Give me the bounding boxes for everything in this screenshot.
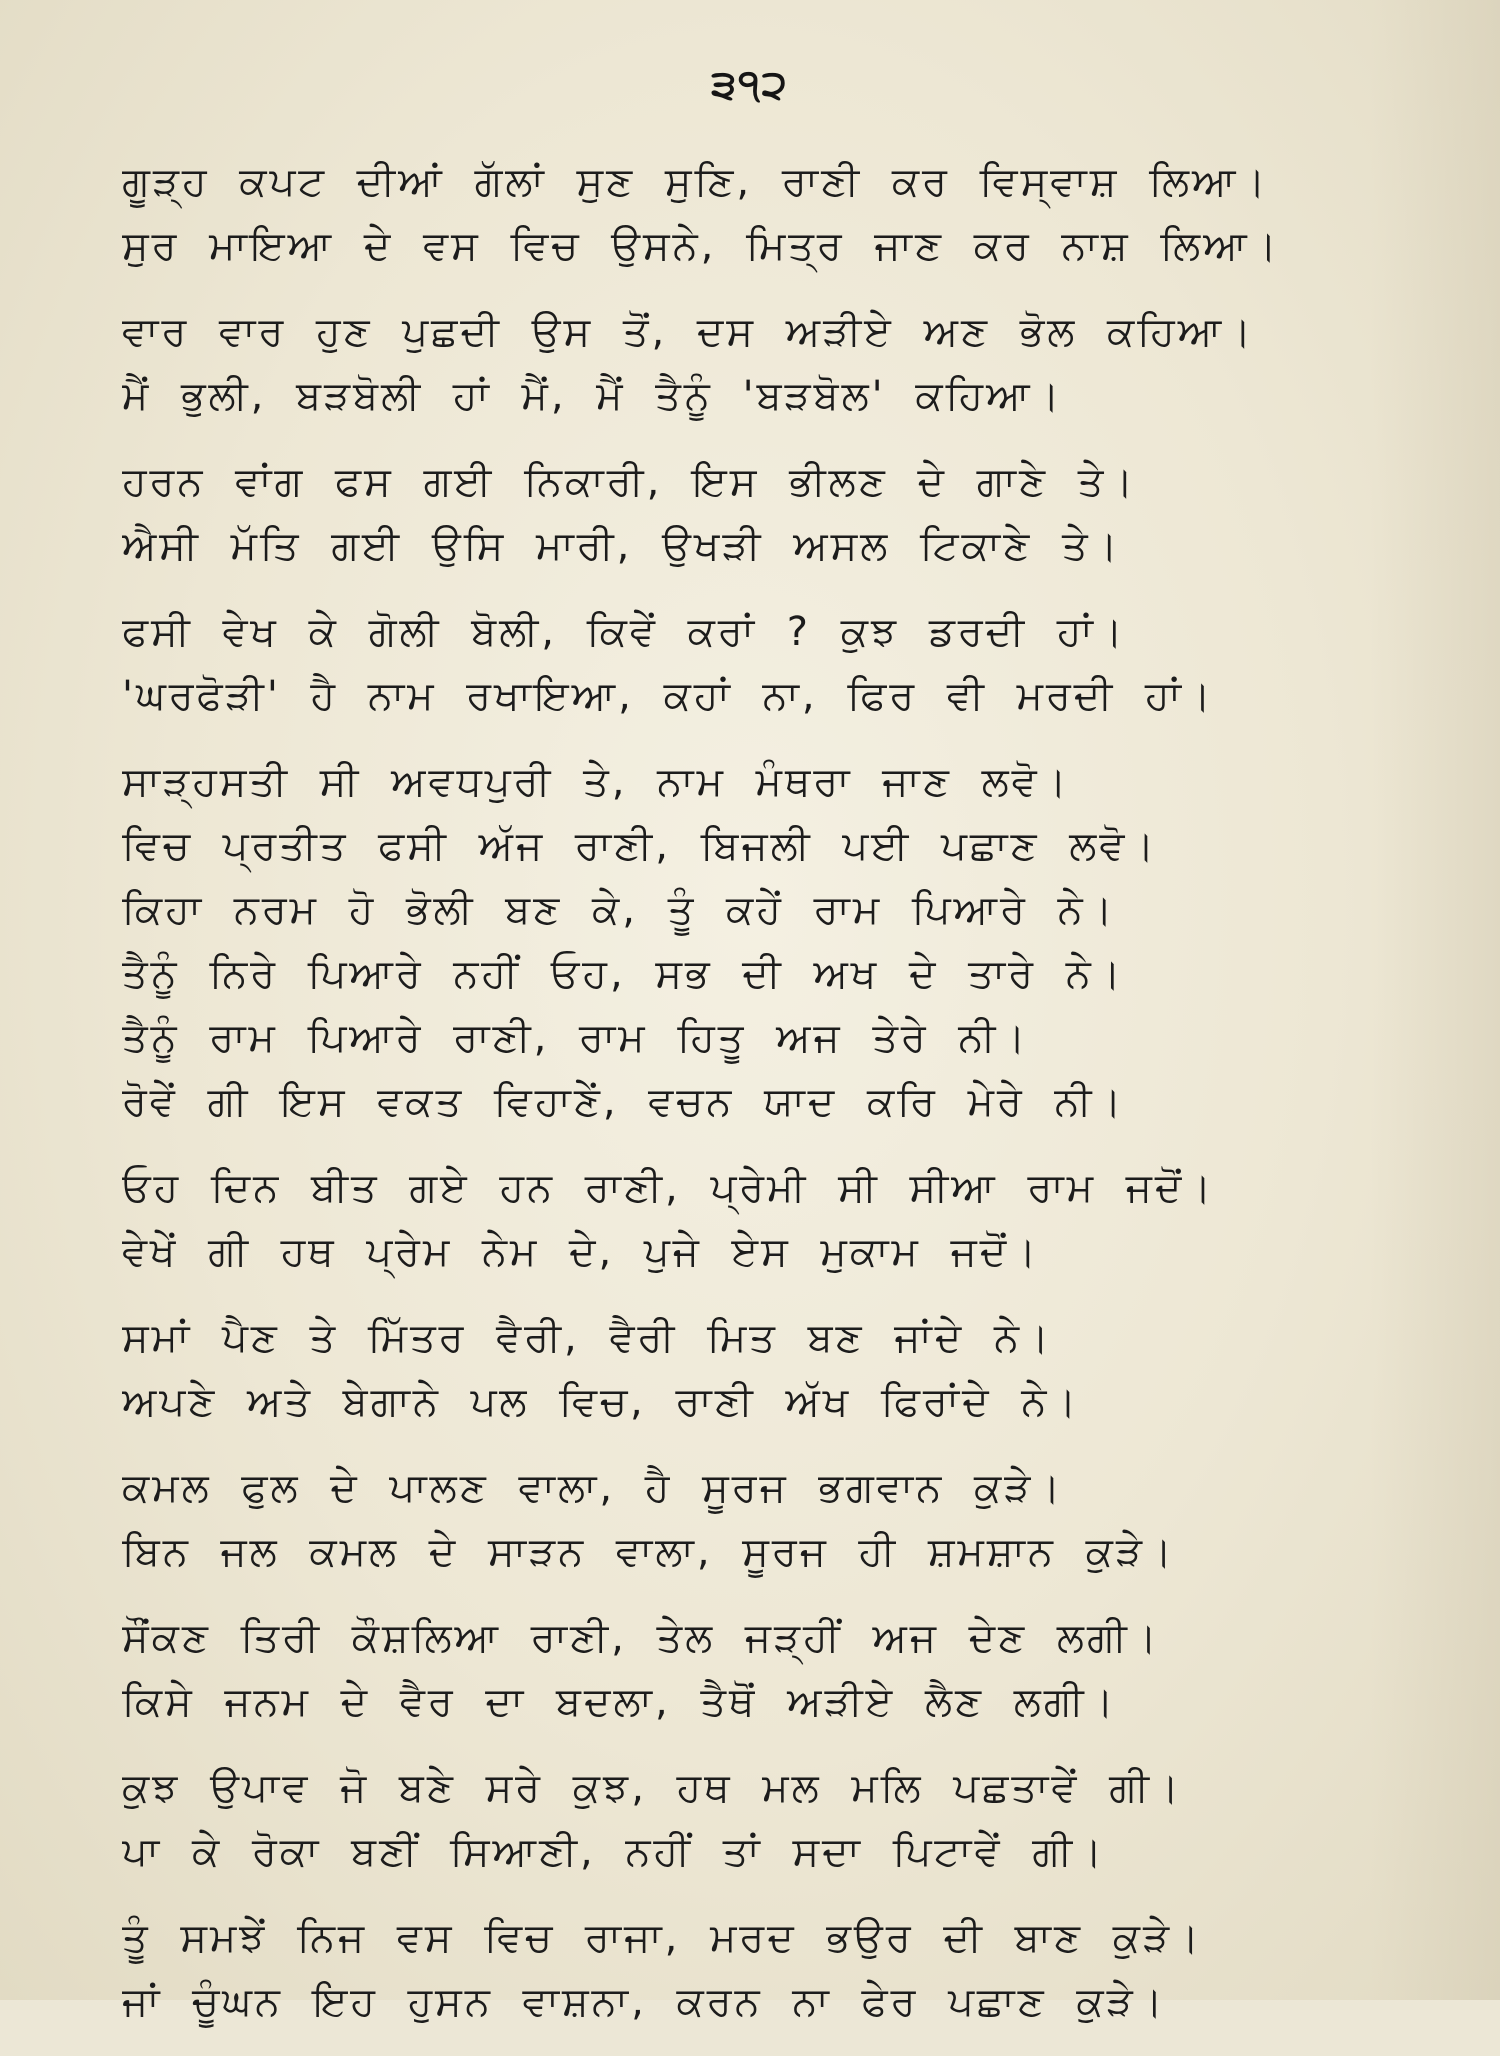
verse-line: ਪਾ ਕੇ ਰੋਕਾ ਬਣੀਂ ਸਿਆਣੀ, ਨਹੀਂ ਤਾਂ ਸਦਾ ਪਿਟਾਵੇਂ ਗੀ। — [122, 1829, 1106, 1875]
stanza — [122, 750, 1392, 1134]
verse-line: ਓਹ ਦਿਨ ਬੀਤ ਗਏ ਹਨ ਰਾਣੀ, ਪ੍ਰੇਮੀ ਸੀ ਸੀਆ ਰਾਮ ਜਦੋਂ। — [122, 1165, 1215, 1211]
verse-line: ਅਪਣੇ ਅਤੇ ਬੇਗਾਨੇ ਪਲ ਵਿਚ, ਰਾਣੀ ਅੱਖ ਫਿਰਾਂਦੇ ਨੇ। — [122, 1379, 1080, 1425]
verse-line: ਕਿਸੇ ਜਨਮ ਦੇ ਵੈਰ ਦਾ ਬਦਲਾ, ਤੈਥੋਂ ਅੜੀਏ ਲੈਣ ਲਗੀ। — [122, 1679, 1117, 1725]
verse-line: ਮੈਂ ਭੁਲੀ, ਬੜਬੋਲੀ ਹਾਂ ਮੈਂ, ਮੈਂ ਤੈਨੂੰ 'ਬੜਬੋਲ' ਕਹਿਆ। — [122, 373, 1063, 419]
stanza — [122, 300, 1392, 428]
verse-line: ਜਾਂ ਚੂੰਘਨ ਇਹ ਹੁਸਨ ਵਾਸ਼ਨਾ, ਕਰਨ ਨਾ ਫੇਰ ਪਛਾਣ ਕੁੜੇ। — [122, 1979, 1166, 2025]
verse-line: ਕਿਹਾ ਨਰਮ ਹੋ ਭੋਲੀ ਬਣ ਕੇ, ਤੂੰ ਕਹੇਂ ਰਾਮ ਪਿਆਰੇ ਨੇ। — [122, 887, 1116, 933]
stanza — [122, 1156, 1392, 1284]
verse-line: 'ਘਰਫੋੜੀ' ਹੈ ਨਾਮ ਰਖਾਇਆ, ਕਹਾਂ ਨਾ, ਫਿਰ ਵੀ ਮਰਦੀ ਹਾਂ। — [122, 673, 1214, 719]
poem-body — [122, 150, 1392, 2056]
verse-line: ਗੂੜ੍ਹ ਕਪਟ ਦੀਆਂ ਗੱਲਾਂ ਸੁਣ ਸੁਣਿ, ਰਾਣੀ ਕਰ ਵਿਸ੍ਵਾਸ਼ ਲਿਆ। — [122, 159, 1269, 205]
stanza — [122, 150, 1392, 278]
verse-line: ਵਾਰ ਵਾਰ ਹੁਣ ਪੁਛਦੀ ਉਸ ਤੋਂ, ਦਸ ਅੜੀਏ ਅਣ ਭੋਲ ਕਹਿਆ। — [122, 309, 1255, 355]
verse-line: ਰੋਵੇਂ ਗੀ ਇਸ ਵਕਤ ਵਿਹਾਣੇਂ, ਵਚਨ ਯਾਦ ਕਰਿ ਮੇਰੇ ਨੀ। — [122, 1079, 1125, 1125]
verse-line: ਬਿਨ ਜਲ ਕਮਲ ਦੇ ਸਾੜਨ ਵਾਲਾ, ਸੂਰਜ ਹੀ ਸ਼ਮਸ਼ਾਨ ਕੁੜੇ। — [122, 1529, 1175, 1575]
verse-line: ਸਮਾਂ ਪੈਣ ਤੇ ਮਿੱਤਰ ਵੈਰੀ, ਵੈਰੀ ਮਿਤ ਬਣ ਜਾਂਦੇ ਨੇ। — [122, 1315, 1052, 1361]
verse-line: ਸਾੜ੍ਹਸਤੀ ਸੀ ਅਵਧਪੁਰੀ ਤੇ, ਨਾਮ ਮੰਥਰਾ ਜਾਣ ਲਵੋ। — [122, 759, 1070, 805]
verse-line: ਐਸੀ ਮੱਤਿ ਗਈ ਉਸਿ ਮਾਰੀ, ਉਖੜੀ ਅਸਲ ਟਿਕਾਣੇ ਤੇ। — [122, 523, 1121, 569]
verse-line: ਫਸੀ ਵੇਖ ਕੇ ਗੋਲੀ ਬੋਲੀ, ਕਿਵੇਂ ਕਰਾਂ ? ਕੁਝ ਡਰਦੀ ਹਾਂ। — [122, 609, 1126, 655]
stanza — [122, 1906, 1392, 2034]
stanza — [122, 1306, 1392, 1434]
verse-line: ਤੂੰ ਸਮਝੇਂ ਨਿਜ ਵਸ ਵਿਚ ਰਾਜਾ, ਮਰਦ ਭਉਰ ਦੀ ਬਾਣ ਕੁੜੇ। — [122, 1915, 1203, 1961]
verse-line: ਵੇਖੇਂ ਗੀ ਹਥ ਪ੍ਰੇਮ ਨੇਮ ਦੇ, ਪੁਜੇ ਏਸ ਮੁਕਾਮ ਜਦੋਂ। — [122, 1229, 1040, 1275]
stanza — [122, 600, 1392, 728]
stanza — [122, 1606, 1392, 1734]
verse-line: ਤੈਨੂੰ ਰਾਮ ਪਿਆਰੇ ਰਾਣੀ, ਰਾਮ ਹਿਤੂ ਅਜ ਤੇਰੇ ਨੀ। — [122, 1015, 1029, 1061]
verse-line: ਸੌਂਕਣ ਤਿਰੀ ਕੌਸ਼ਲਿਆ ਰਾਣੀ, ਤੇਲ ਜੜ੍ਹੀਂ ਅਜ ਦੇਣ ਲਗੀ। — [122, 1615, 1160, 1661]
verse-line: ਤੈਨੂੰ ਨਿਰੇ ਪਿਆਰੇ ਨਹੀਂ ਓਹ, ਸਭ ਦੀ ਅਖ ਦੇ ਤਾਰੇ ਨੇ। — [122, 951, 1124, 997]
verse-line: ਹਰਨ ਵਾਂਗ ਫਸ ਗਈ ਨਿਕਾਰੀ, ਇਸ ਭੀਲਣ ਦੇ ਗਾਣੇ ਤੇ। — [122, 459, 1137, 505]
stanza — [122, 1456, 1392, 1584]
verse-line: ਕਮਲ ਫੁਲ ਦੇ ਪਾਲਣ ਵਾਲਾ, ਹੈ ਸੂਰਜ ਭਗਵਾਨ ਕੁੜੇ। — [122, 1465, 1064, 1511]
page-number: ੩੧੨ — [711, 62, 789, 108]
verse-line: ਸੁਰ ਮਾਇਆ ਦੇ ਵਸ ਵਿਚ ਉਸਨੇ, ਮਿਤ੍ਰ ਜਾਣ ਕਰ ਨਾਸ਼ ਲਿਆ। — [122, 223, 1280, 269]
verse-line: ਕੁਝ ਉਪਾਵ ਜੋ ਬਣੇ ਸਰੇ ਕੁਝ, ਹਥ ਮਲ ਮਲਿ ਪਛਤਾਵੇਂ ਗੀ। — [122, 1765, 1182, 1811]
verse-line: ਵਿਚ ਪ੍ਰਤੀਤ ਫਸੀ ਅੱਜ ਰਾਣੀ, ਬਿਜਲੀ ਪਈ ਪਛਾਣ ਲਵੋ। — [122, 823, 1158, 869]
stanza — [122, 450, 1392, 578]
stanza — [122, 1756, 1392, 1884]
